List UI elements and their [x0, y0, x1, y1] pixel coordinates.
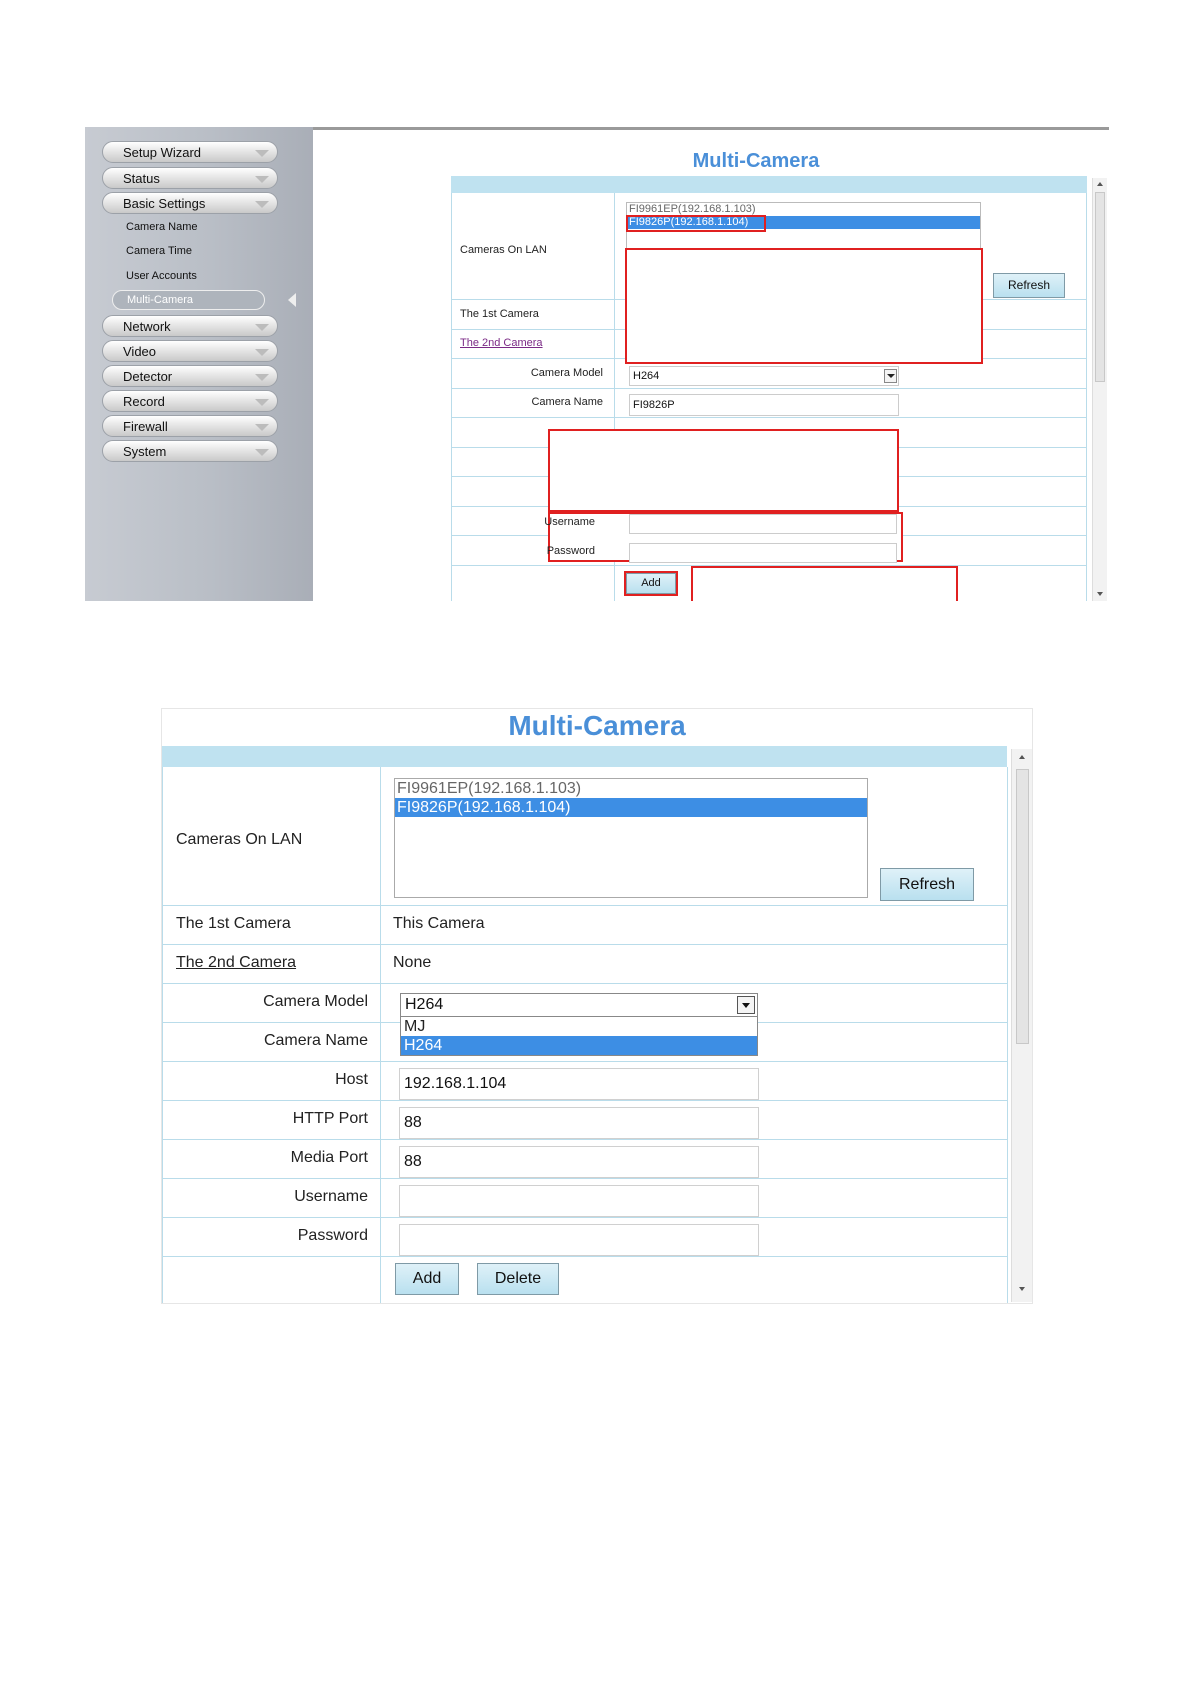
- page-title: Multi-Camera: [692, 150, 820, 172]
- scrollbar[interactable]: [1011, 749, 1033, 1302]
- chevron-down-icon: [255, 449, 269, 456]
- annotation-highlight: [626, 215, 766, 232]
- sidebar-item-label: Status: [123, 171, 160, 186]
- sidebar: [85, 127, 313, 601]
- password-label: Password: [297, 1227, 368, 1244]
- page-title: Multi-Camera: [508, 710, 686, 741]
- sidebar-item-firewall[interactable]: [102, 415, 278, 437]
- scrollbar[interactable]: [1092, 178, 1107, 601]
- scroll-down-icon[interactable]: [1097, 592, 1103, 596]
- refresh-button[interactable]: Refresh: [880, 868, 974, 901]
- http-port-field[interactable]: [399, 1107, 759, 1139]
- sidebar-item-label: System: [123, 444, 167, 459]
- first-camera-label: The 1st Camera: [460, 308, 539, 320]
- annotation-box: [625, 248, 983, 364]
- password-label: Password: [546, 545, 595, 557]
- row-divider: [162, 944, 1007, 945]
- table-header-bar: [451, 176, 1087, 193]
- chevron-down-icon: [255, 324, 269, 331]
- cameras-on-lan-label: Cameras On LAN: [176, 831, 303, 848]
- sidebar-subitem-camera-time[interactable]: Camera Time: [126, 245, 193, 257]
- sidebar-item-status[interactable]: [102, 167, 278, 189]
- camera-model-label: Camera Model: [263, 993, 368, 1010]
- row-divider: [451, 417, 1087, 418]
- collapse-arrow-icon[interactable]: [288, 293, 296, 307]
- list-item[interactable]: FI9961EP(192.168.1.103): [629, 203, 756, 215]
- row-divider: [162, 1178, 1007, 1179]
- first-camera-value: This Camera: [393, 915, 485, 932]
- camera-name-field[interactable]: [629, 394, 899, 416]
- host-value: 192.168.1.104: [404, 1075, 507, 1092]
- http-port-label: HTTP Port: [292, 1110, 368, 1127]
- password-field[interactable]: [399, 1224, 759, 1256]
- table-divider: [380, 767, 381, 1304]
- second-camera-value: None: [393, 954, 432, 971]
- scroll-thumb[interactable]: [1095, 192, 1105, 382]
- settings-screenshot-1: [85, 127, 1109, 601]
- dropdown-arrow-icon[interactable]: [884, 369, 897, 383]
- host-field[interactable]: [399, 1068, 759, 1100]
- table-border: [451, 193, 452, 601]
- camera-model-dropdown[interactable]: [400, 1016, 758, 1056]
- scroll-thumb[interactable]: [1016, 769, 1029, 1044]
- sidebar-item-label: Basic Settings: [123, 196, 206, 211]
- dropdown-option-selected[interactable]: H264: [401, 1036, 757, 1055]
- chevron-down-icon: [255, 150, 269, 157]
- username-label: Username: [294, 1188, 368, 1205]
- camera-model-value: H264: [633, 370, 660, 382]
- sidebar-item-label: Setup Wizard: [123, 145, 202, 160]
- host-label: Host: [335, 1071, 368, 1088]
- table-border: [1086, 193, 1087, 601]
- sidebar-item-label: Video: [123, 344, 157, 359]
- sidebar-subitem-user-accounts[interactable]: User Accounts: [126, 270, 197, 282]
- second-camera-link[interactable]: The 2nd Camera: [460, 337, 543, 349]
- row-divider: [451, 388, 1087, 389]
- table-border: [162, 767, 163, 1304]
- camera-name-label: Camera Name: [531, 396, 603, 408]
- scroll-down-icon[interactable]: [1019, 1287, 1025, 1291]
- row-divider: [162, 1061, 1007, 1062]
- row-divider: [162, 1100, 1007, 1101]
- row-divider: [162, 905, 1007, 906]
- list-item-selected[interactable]: FI9826P(192.168.1.104): [395, 798, 867, 817]
- chevron-down-icon: [255, 374, 269, 381]
- media-port-label: Media Port: [290, 1149, 368, 1166]
- table-border: [1007, 767, 1008, 1304]
- list-item-selected[interactable]: FI9826P(192.168.1.104): [627, 216, 980, 229]
- chevron-down-icon: [255, 424, 269, 431]
- row-divider: [162, 1217, 1007, 1218]
- username-field[interactable]: [629, 514, 897, 534]
- sidebar-item-label: Detector: [123, 369, 173, 384]
- sidebar-item-detector[interactable]: [102, 365, 278, 387]
- scroll-up-icon[interactable]: [1097, 182, 1103, 186]
- annotation-box: [691, 566, 958, 601]
- username-label: Username: [544, 516, 595, 528]
- sidebar-subitem-label: Multi-Camera: [127, 294, 194, 306]
- camera-model-value: H264: [405, 996, 444, 1013]
- media-port-field[interactable]: [399, 1146, 759, 1178]
- password-field[interactable]: [629, 543, 897, 563]
- chevron-down-icon: [255, 176, 269, 183]
- add-button[interactable]: Add: [626, 573, 676, 594]
- first-camera-label: The 1st Camera: [176, 915, 291, 932]
- chevron-down-icon: [255, 349, 269, 356]
- sidebar-item-record[interactable]: [102, 390, 278, 412]
- chevron-down-icon: [255, 399, 269, 406]
- scroll-up-icon[interactable]: [1019, 755, 1025, 759]
- camera-model-select[interactable]: [400, 993, 758, 1017]
- camera-name-value: FI9826P: [633, 399, 675, 411]
- sidebar-item-label: Firewall: [123, 419, 168, 434]
- sidebar-item-video[interactable]: [102, 340, 278, 362]
- annotation-box: [548, 429, 899, 512]
- chevron-down-icon: [255, 201, 269, 208]
- sidebar-item-setup-wizard[interactable]: [102, 141, 278, 163]
- sidebar-subitem-multi-camera[interactable]: [112, 290, 265, 310]
- delete-button[interactable]: Delete: [477, 1263, 559, 1295]
- sidebar-item-label: Network: [123, 319, 171, 334]
- dropdown-arrow-icon[interactable]: [737, 996, 755, 1014]
- media-port-value: 88: [404, 1153, 422, 1170]
- second-camera-link[interactable]: The 2nd Camera: [176, 954, 297, 971]
- sidebar-item-network[interactable]: [102, 315, 278, 337]
- settings-screenshot-2: [161, 708, 1033, 1304]
- list-item[interactable]: FI9961EP(192.168.1.103): [397, 780, 582, 797]
- main-content: [313, 127, 1109, 601]
- http-port-value: 88: [404, 1114, 422, 1131]
- sidebar-item-basic-settings[interactable]: [102, 192, 278, 214]
- sidebar-subitem-camera-name[interactable]: Camera Name: [126, 221, 198, 233]
- lan-camera-list[interactable]: [394, 778, 868, 898]
- row-divider: [162, 1256, 1007, 1257]
- row-divider: [162, 983, 1007, 984]
- camera-model-select[interactable]: [629, 366, 899, 386]
- annotation-highlight: [624, 571, 678, 596]
- row-divider: [162, 1139, 1007, 1140]
- camera-name-label: Camera Name: [263, 1032, 368, 1049]
- refresh-button[interactable]: Refresh: [993, 273, 1065, 298]
- sidebar-item-system[interactable]: [102, 440, 278, 462]
- dropdown-option[interactable]: MJ: [404, 1018, 426, 1035]
- cameras-on-lan-label: Cameras On LAN: [460, 244, 547, 256]
- camera-model-label: Camera Model: [530, 367, 603, 379]
- add-button[interactable]: Add: [395, 1263, 459, 1295]
- table-header-bar: [162, 746, 1007, 767]
- sidebar-item-label: Record: [123, 394, 165, 409]
- username-field[interactable]: [399, 1185, 759, 1217]
